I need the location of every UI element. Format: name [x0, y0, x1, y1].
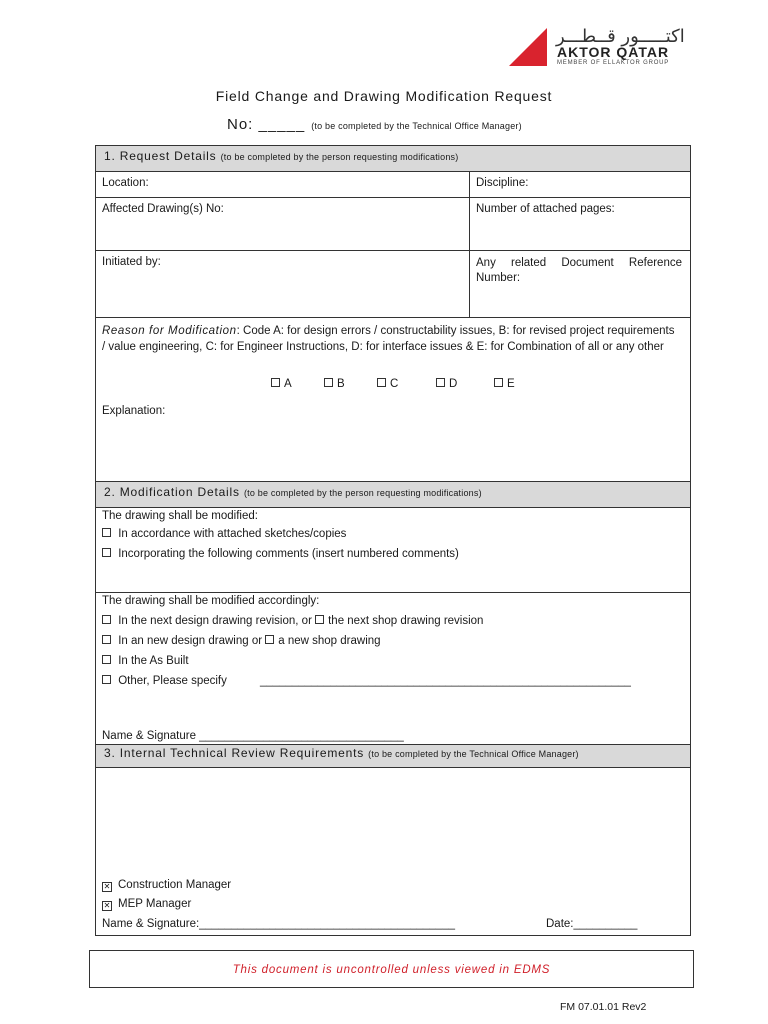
logo-arabic-text: اكتـــــور قــطـــر [556, 26, 685, 47]
checkbox-icon [102, 635, 111, 644]
section3-name-signature[interactable]: Name & Signature:________________________________________ [102, 918, 455, 930]
checkbox-icon [436, 378, 445, 387]
checkbox-icon [102, 655, 111, 664]
checkbox-icon [494, 378, 503, 387]
checked-box-icon: ✕ [103, 901, 111, 910]
checkbox-icon [102, 528, 111, 537]
edms-notice: This document is uncontrolled unless viewed in EDMS [232, 964, 551, 976]
edms-notice-box [89, 950, 694, 988]
option-next-revision[interactable]: In the next design drawing revision, or the next shop drawing revision [102, 615, 483, 627]
checkbox-icon [324, 378, 333, 387]
checkbox-icon [271, 378, 280, 387]
attached-pages-label: Number of attached pages: [476, 203, 615, 215]
initiated-by-label: Initiated by: [102, 256, 161, 268]
initiated-by-field[interactable] [96, 251, 469, 317]
section1-title: 1. Request Details [104, 149, 217, 163]
checkbox-icon [377, 378, 386, 387]
section3-title: 3. Internal Technical Review Requirements [104, 746, 365, 760]
code-c-checkbox[interactable]: C [377, 378, 398, 390]
section3-header [96, 745, 690, 768]
request-number-label: No: _____ [227, 116, 306, 133]
location-label: Location: [102, 177, 149, 189]
logo-subtitle: MEMBER OF ELLAKTOR GROUP [557, 60, 670, 66]
code-d-checkbox[interactable]: D [436, 378, 457, 390]
logo-company-name: AKTOR QATAR [557, 44, 670, 60]
option-attached-sketches[interactable]: In accordance with attached sketches/copies [102, 528, 346, 540]
attached-pages-field[interactable] [469, 198, 690, 250]
section2-note: (to be completed by the person requesting modifications) [243, 488, 482, 498]
reason-label: Reason for Modification [102, 325, 237, 337]
option-new-drawing[interactable]: In an new design drawing or a new shop drawing [102, 635, 381, 647]
shall-modified-row [96, 508, 690, 593]
checkbox-icon [102, 675, 111, 684]
modified-accordingly-label: The drawing shall be modified accordingly: [102, 595, 320, 607]
checkbox-icon [102, 548, 111, 557]
discipline-field[interactable] [469, 172, 690, 197]
request-form-table [95, 145, 691, 936]
affected-drawings-row [96, 198, 690, 251]
related-doc-field[interactable] [469, 251, 690, 317]
section3-date[interactable]: Date:__________ [546, 918, 638, 930]
section1-header [96, 146, 690, 172]
option-other[interactable]: Other, Please specify [102, 675, 227, 687]
form-code: FM 07.01.01 Rev2 [560, 1001, 647, 1013]
code-a-checkbox[interactable]: A [271, 378, 292, 390]
option-as-built[interactable]: In the As Built [102, 655, 189, 667]
explanation-label: Explanation: [102, 405, 166, 417]
reason-text [96, 318, 690, 481]
request-number-note: (to be completed by the Technical Office Manager) [311, 121, 522, 131]
checkbox-icon [315, 615, 324, 624]
option-incorporating-comments[interactable]: Incorporating the following comments (insert numbered comments) [102, 548, 459, 560]
section2-header [96, 482, 690, 508]
initiated-row [96, 251, 690, 318]
mep-manager-checkbox[interactable]: ✕ MEP Manager [103, 898, 192, 910]
section2-title: 2. Modification Details [104, 485, 240, 499]
checkbox-icon [265, 635, 274, 644]
aktor-logo-triangle-icon [509, 28, 549, 68]
shall-modified-label: The drawing shall be modified: [102, 510, 258, 522]
location-row [96, 172, 690, 198]
section1-note: (to be completed by the person requesting modifications) [220, 152, 459, 162]
document-title: Field Change and Drawing Modification Request [215, 88, 553, 104]
section2-name-signature[interactable]: Name & Signature ________________________________ [102, 730, 404, 742]
related-doc-label: Any related Document Reference Number: [476, 257, 682, 284]
reason-description: : Code A: for design errors / constructability issues, B: for revised project requirements / value engineering, C: for Engineer Instructions, D: for interface issues & E: for Combination of all or any other [102, 325, 675, 353]
code-e-checkbox[interactable]: E [494, 378, 515, 390]
location-field[interactable] [96, 172, 469, 197]
discipline-label: Discipline: [476, 177, 529, 189]
affected-drawings-label: Affected Drawing(s) No: [102, 203, 224, 215]
affected-drawings-field[interactable] [96, 198, 469, 250]
request-number [227, 116, 522, 133]
checked-box-icon: ✕ [103, 882, 111, 891]
checkbox-icon [102, 615, 111, 624]
construction-manager-checkbox[interactable]: ✕ Construction Manager [103, 879, 232, 891]
section3-body [96, 768, 690, 935]
reason-row [96, 318, 690, 482]
code-b-checkbox[interactable]: B [324, 378, 345, 390]
modified-accordingly-row [96, 593, 690, 745]
other-specify-line[interactable]: __________________________________________________________ [260, 675, 631, 687]
section3-note: (to be completed by the Technical Office Manager) [368, 749, 579, 759]
